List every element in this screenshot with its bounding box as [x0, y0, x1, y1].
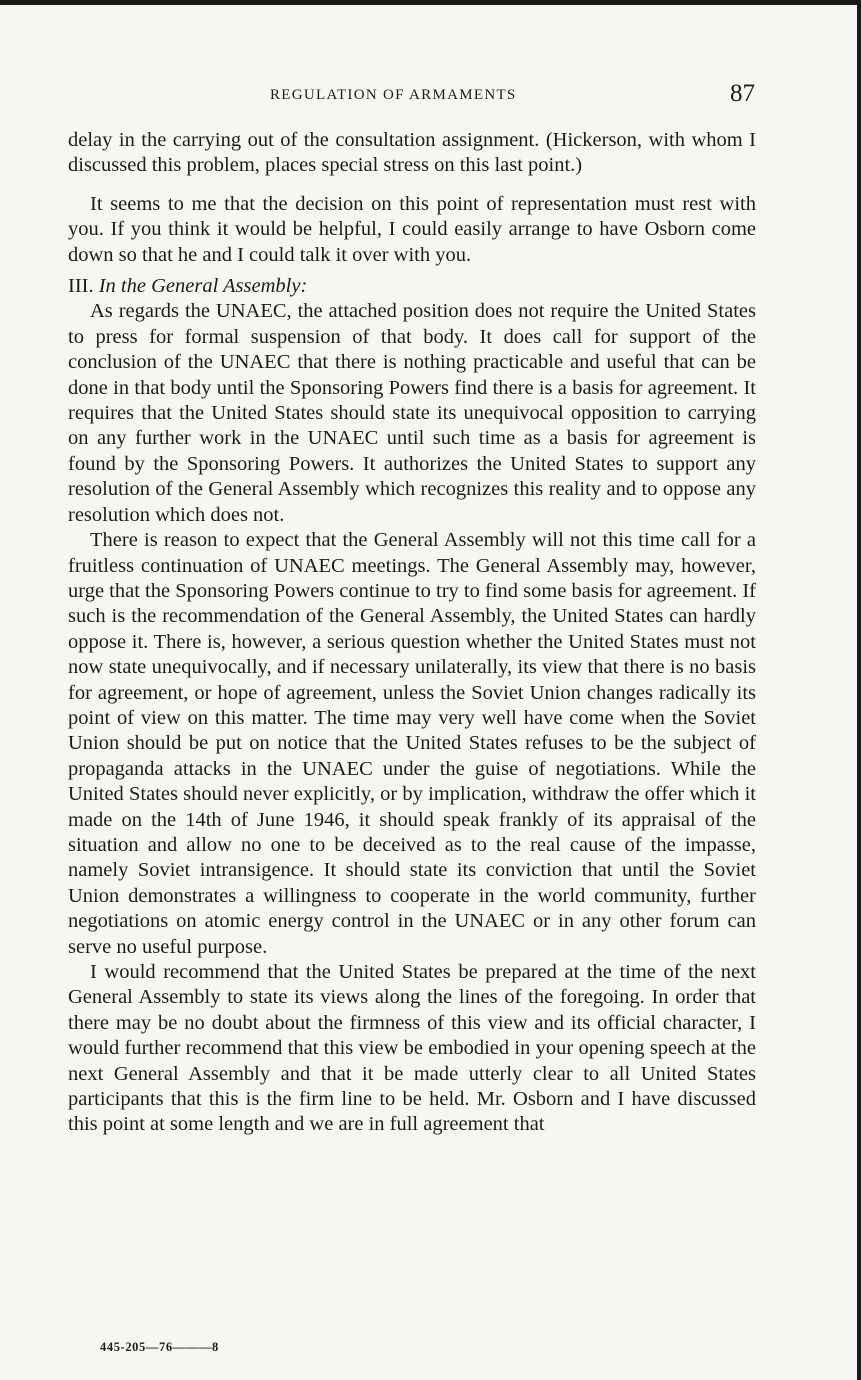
- page-top-border: [0, 0, 861, 5]
- paragraph-unaec-position: As regards the UNAEC, the attached position does not require the United States to press for formal suspension of that body. It does call for support of the conclusion of the UNAEC that there is nothing practicable and useful that can be done in that body until the Sponsoring Powers find there is a basis for agreement. It requires that the United States should state its unequivocal opposition to carrying on any further work in the UNAEC until such time as a basis for agreement is found by the Sponsoring Powers. It authorizes the United States to support any resolution of the General Assembly which recognizes this reality and to oppose any resolution which does not.: [68, 300, 756, 526]
- paragraph-continuation: delay in the carrying out of the consultation assignment. (Hickerson, with whom I discussed this problem, places special stress on this last point.): [68, 129, 756, 177]
- page-right-border: [857, 0, 861, 1380]
- paragraph-representation: It seems to me that the decision on this point of representation must rest with you. If you think it would be helpful, I could easily arrange to have Osborn come down so that he and I could talk it over with you.: [68, 192, 756, 266]
- section-heading-general-assembly: [68, 274, 756, 299]
- section-title: In the General Assembly:: [98, 275, 308, 298]
- page-number: 87: [730, 80, 755, 107]
- paragraph-general-assembly-expectation: There is reason to expect that the General Assembly will not this time call for a fruitless continuation of UNAEC meetings. The General Assembly may, however, urge that the Sponsoring Powers continue to try to find some basis for agreement. If such is the recommendation of the General Assembly, the United States can hardly oppose it. There is, however, a serious question whether the United States must not now state unequivocally, and if necessary unilaterally, its view that there is no basis for agreement, or hope of agreement, unless the Soviet Union changes radically its point of view on this matter. The time may very well have come when the Soviet Union should be put on notice that the United States refuses to be the subject of propaganda attacks in the UNAEC under the guise of negotiations. While the United States should never explicitly, or by implication, withdraw the offer which it made on the 14th of June 1946, it should speak frankly of its appraisal of the situation and allow no one to be deceived as to the real cause of the impasse, namely Soviet intransigence. It should state its conviction that until the Soviet Union demonstrates a willingness to cooperate in the world community, further negotiations on atomic energy control in the UNAEC or in any other forum can serve no useful purpose.: [68, 529, 756, 958]
- footer-print-code: 445-205—76———8: [100, 1340, 219, 1354]
- page-body: [68, 128, 756, 1138]
- section-number: III.: [68, 275, 94, 298]
- running-head: REGULATION OF ARMAMENTS: [270, 87, 517, 103]
- paragraph-recommendation: I would recommend that the United States be prepared at the time of the next General Assembly to state its views along the lines of the foregoing. In order that there may be no doubt about the firmness of this view and its official character, I would further recommend that this view be embodied in your opening speech at the next General Assembly and that it be made utterly clear to all United States participants that this is the firm line to be held. Mr. Osborn and I have discussed this point at some length and we are in full agreement that: [68, 961, 756, 1136]
